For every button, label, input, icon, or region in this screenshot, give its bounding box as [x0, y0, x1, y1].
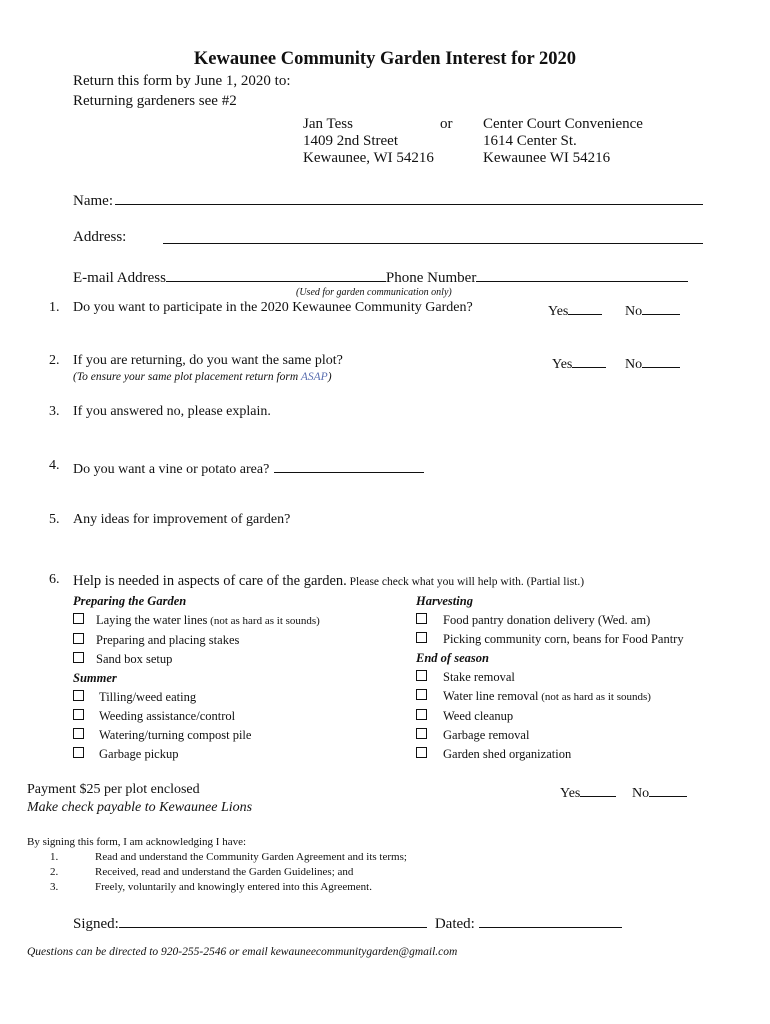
checkbox-item	[73, 631, 320, 650]
question-number: 3.	[49, 404, 60, 419]
date-field[interactable]	[479, 913, 622, 928]
item-label: Laying the water lines	[96, 613, 208, 627]
item-label: Preparing and placing stakes	[96, 633, 240, 647]
ack-number: 2.	[50, 866, 59, 878]
question-4: Do you want a vine or potato area?	[73, 462, 270, 477]
address-line: Kewaunee, WI 54216	[303, 150, 434, 166]
item-label: Garden shed organization	[443, 747, 572, 761]
payment-no	[632, 782, 687, 802]
q2-no-field[interactable]	[642, 353, 680, 368]
checkbox-item	[416, 668, 684, 687]
payment-yes	[560, 782, 616, 802]
address-line: Center Court Convenience	[483, 116, 643, 132]
checkbox-stake-removal[interactable]	[416, 670, 427, 681]
checkbox-shed-organization[interactable]	[416, 747, 427, 758]
checkbox-sand-box[interactable]	[73, 652, 84, 663]
no-label: No	[632, 786, 650, 801]
yes-label: Yes	[548, 304, 569, 319]
question-6-main: Help is needed in aspects of care of the garden.	[73, 573, 347, 589]
checkbox-tilling[interactable]	[73, 690, 84, 701]
name-row	[73, 190, 703, 210]
checkbox-item	[73, 611, 320, 631]
q1-yes-field[interactable]	[568, 300, 602, 315]
question-number: 4.	[49, 458, 60, 473]
address-line: Jan Tess	[303, 116, 353, 132]
ack-numbers	[50, 850, 58, 895]
address-or: or	[440, 116, 453, 132]
q2-note-text: (To ensure your same plot placement return form	[73, 371, 301, 383]
page-title: Kewaunee Community Garden Interest for 2020	[193, 49, 577, 69]
address-center-court	[483, 116, 643, 167]
checkbox-item	[416, 630, 684, 649]
checkbox-item	[73, 726, 320, 745]
question-2: If you are returning, do you want the same plot?	[73, 353, 343, 368]
item-label: Sand box setup	[96, 652, 173, 666]
checkbox-garbage-removal[interactable]	[416, 728, 427, 739]
checkbox-watering[interactable]	[73, 728, 84, 739]
item-label: Weeding assistance/control	[99, 709, 236, 723]
address-field[interactable]	[163, 229, 703, 244]
question-number: 6.	[49, 572, 60, 587]
help-list-left	[73, 592, 320, 764]
item-label: Tilling/weed eating	[99, 690, 197, 704]
dated-label: Dated:	[434, 916, 475, 932]
signature-field[interactable]	[119, 913, 427, 928]
q2-note-close: )	[327, 371, 332, 383]
item-label: Food pantry donation delivery (Wed. am)	[443, 613, 651, 627]
vine-potato-field[interactable]	[274, 458, 424, 473]
item-label: Stake removal	[443, 670, 515, 684]
item-label: Garbage removal	[443, 728, 530, 742]
checkbox-item	[416, 707, 684, 726]
checkbox-item	[416, 687, 684, 707]
email-field[interactable]	[166, 267, 386, 282]
question-number: 1.	[49, 300, 60, 315]
item-note: (not as hard as it sounds)	[538, 691, 651, 703]
payment-yes-field[interactable]	[580, 782, 616, 797]
checkbox-stakes[interactable]	[73, 633, 84, 644]
item-label: Weed cleanup	[443, 709, 514, 723]
no-label: No	[625, 357, 643, 372]
payment-no-field[interactable]	[649, 782, 687, 797]
ack-number: 3.	[50, 881, 59, 893]
checkbox-water-line-removal[interactable]	[416, 689, 427, 700]
checkbox-item	[73, 688, 320, 707]
email-phone-row	[73, 267, 688, 287]
item-label: Garbage pickup	[99, 747, 179, 761]
heading-summer: Summer	[73, 671, 117, 685]
checkbox-picking-corn[interactable]	[416, 632, 427, 643]
checkbox-weeding[interactable]	[73, 709, 84, 720]
name-label: Name:	[73, 193, 113, 209]
checkbox-garbage-pickup[interactable]	[73, 747, 84, 758]
question-6-sub: Please check what you will help with. (Partial list.)	[346, 576, 585, 588]
address-jan-tess	[303, 116, 434, 167]
address-line: Kewaunee WI 54216	[483, 150, 611, 166]
question-4-row	[73, 458, 424, 478]
email-label: E-mail Address	[73, 270, 166, 286]
address-label: Address:	[73, 229, 127, 245]
heading-preparing: Preparing the Garden	[73, 594, 187, 608]
question-3: If you answered no, please explain.	[73, 404, 271, 419]
asap-text: ASAP	[300, 371, 328, 383]
checkbox-item	[416, 726, 684, 745]
q2-yes-field[interactable]	[572, 353, 606, 368]
ack-item: Freely, voluntarily and knowingly entered into this Agreement.	[95, 881, 372, 893]
q2-note	[73, 371, 332, 383]
returning-note: Returning gardeners see #2	[73, 93, 237, 109]
yes-label: Yes	[560, 786, 581, 801]
question-5: Any ideas for improvement of garden?	[73, 512, 291, 527]
question-number: 5.	[49, 512, 60, 527]
ack-items	[95, 850, 407, 895]
footer-contact: Questions can be directed to 920-255-2546 or email kewauneecommunitygarden@gmail.com	[27, 946, 458, 958]
signature-row	[73, 913, 622, 933]
ack-item: Received, read and understand the Garden Guidelines; and	[95, 866, 354, 878]
question-1: Do you want to participate in the 2020 Kewaunee Community Garden?	[73, 300, 473, 315]
name-field[interactable]	[115, 190, 703, 205]
heading-end-of-season: End of season	[416, 651, 489, 665]
item-note: (not as hard as it sounds)	[207, 615, 320, 627]
item-label: Water line removal	[443, 689, 539, 703]
checkbox-item	[73, 745, 320, 764]
help-list-right	[416, 592, 684, 764]
return-instruction: Return this form by June 1, 2020 to:	[73, 73, 291, 89]
checkbox-item	[73, 650, 320, 669]
address-line: 1614 Center St.	[483, 133, 577, 149]
heading-harvesting: Harvesting	[416, 594, 473, 608]
checkbox-item	[416, 745, 684, 764]
yes-label: Yes	[552, 357, 573, 372]
ack-number: 1.	[50, 851, 59, 863]
no-label: No	[625, 304, 643, 319]
email-usage-note: (Used for garden communication only)	[296, 287, 452, 298]
question-6	[73, 572, 584, 590]
item-label: Picking community corn, beans for Food Pantry	[443, 632, 684, 646]
checkbox-item	[416, 611, 684, 630]
q1-no-field[interactable]	[642, 300, 680, 315]
address-line: 1409 2nd Street	[303, 133, 398, 149]
q1-yes	[548, 300, 602, 320]
q1-no	[625, 300, 680, 320]
check-payable-line: Make check payable to Kewaunee Lions	[27, 800, 253, 815]
checkbox-food-pantry[interactable]	[416, 613, 427, 624]
phone-label: Phone Number	[385, 270, 477, 286]
ack-intro: By signing this form, I am acknowledging I have:	[27, 836, 247, 848]
phone-field[interactable]	[476, 267, 688, 282]
checkbox-weed-cleanup[interactable]	[416, 709, 427, 720]
checkbox-item	[73, 707, 320, 726]
q2-no	[625, 353, 680, 373]
question-number: 2.	[49, 353, 60, 368]
item-label: Watering/turning compost pile	[99, 728, 252, 742]
signed-label: Signed:	[73, 916, 119, 932]
ack-item: Read and understand the Community Garden Agreement and its terms;	[95, 851, 407, 863]
payment-line: Payment $25 per plot enclosed	[27, 782, 200, 797]
q2-yes	[552, 353, 606, 373]
checkbox-water-lines[interactable]	[73, 613, 84, 624]
